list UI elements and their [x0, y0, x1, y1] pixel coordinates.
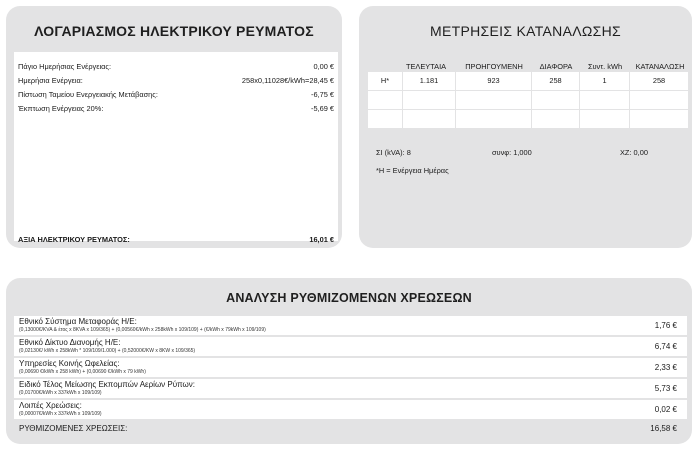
- bill-row: [18, 90, 334, 99]
- charge-name: Εθνικό Δίκτυο Διανομής Η/Ε:: [19, 338, 121, 347]
- bill-total: [18, 235, 334, 244]
- bill-row-label: Έκπτωση Ενέργειας 20%:: [18, 104, 104, 113]
- meter-si: ΣΙ (kVA): 8: [376, 148, 411, 157]
- meter-empty-cell: [403, 91, 455, 109]
- bill-row: [18, 62, 334, 71]
- charge-formula: (0,02130€/ kWh x 258kWh * 109/109/1.000) + (0,52000€/KW x 8KW x 109/365): [19, 348, 196, 354]
- charge-amount: 2,33 €: [654, 363, 677, 372]
- charge-name: Λοιπές Χρεώσεις:: [19, 401, 82, 410]
- bill-total-label: ΑΞΙΑ ΗΛΕΚΤΡΙΚΟΥ ΡΕΥΜΑΤΟΣ:: [18, 235, 130, 244]
- meter-empty-cell: [368, 91, 402, 109]
- meter-empty-cell: [532, 91, 579, 109]
- charge-row: [14, 379, 687, 398]
- charge-formula: (0,13000€/KVA & έτος x 8KVA x 109/365) + (0,00560€/kWh x 258kWh x 109/109) + (€/kWh x 79kWh x 109/109): [19, 327, 266, 333]
- meter-empty-cell: [456, 110, 531, 128]
- charges-total: [14, 422, 687, 438]
- meter-empty-cell: [456, 91, 531, 109]
- charge-row: [14, 337, 687, 356]
- charges-total-value: 16,58 €: [650, 424, 677, 433]
- bill-title: ΛΟΓΑΡΙΑΣΜΟΣ ΗΛΕΚΤΡΙΚΟΥ ΡΕΥΜΑΤΟΣ: [34, 23, 314, 39]
- charge-formula: (0,00690 €/kWh x 258 kWh) + (0,00690 €/kWh x 79 kWh): [19, 369, 146, 375]
- bill-row: [18, 76, 334, 85]
- charge-amount: 0,02 €: [654, 405, 677, 414]
- charge-name: Ειδικό Τέλος Μείωσης Εκπομπών Αερίων Ρύπων:: [19, 380, 195, 389]
- charge-formula: (0,00007€/kWh x 337kWh x 109/109): [19, 411, 102, 417]
- bill-row-label: Πίστωση Ταμείου Ενεργειακής Μετάβασης:: [18, 90, 158, 99]
- meter-empty-cell: [630, 110, 688, 128]
- charge-row: [14, 358, 687, 377]
- meter-header: ΔΙΑΦΟΡΑ: [539, 62, 573, 71]
- bill-row-value: 258x0,11028€/kWh=28,45 €: [241, 76, 334, 85]
- meter-last: 1.181: [403, 72, 455, 90]
- meter-coef: 1: [580, 72, 629, 90]
- bill-row-label: Ημερήσια Ενέργεια:: [18, 76, 83, 85]
- bill-row-label: Πάγιο Ημερήσιας Ενέργειας:: [18, 62, 112, 71]
- meter-xz: ΧΖ: 0,00: [620, 148, 648, 157]
- charge-row: [14, 400, 687, 419]
- bill-row-value: -6,75 €: [310, 90, 334, 99]
- meter-header: ΠΡΟΗΓΟΥΜΕΝΗ: [465, 62, 523, 71]
- meter-empty-cell: [580, 91, 629, 109]
- charge-name: Υπηρεσίες Κοινής Ωφελείας:: [19, 359, 120, 368]
- meter-cos: συνφ: 1,000: [492, 148, 532, 157]
- meter-row-label: Η*: [368, 72, 402, 90]
- bill-row-value: -5,69 €: [310, 104, 334, 113]
- charge-name: Εθνικό Σύστημα Μεταφοράς Η/Ε:: [19, 317, 137, 326]
- charge-amount: 1,76 €: [654, 321, 677, 330]
- charge-amount: 5,73 €: [654, 384, 677, 393]
- bill-details: [14, 52, 338, 244]
- meter-empty-cell: [532, 110, 579, 128]
- charges-panel: [6, 278, 692, 444]
- charges-total-label: ΡΥΘΜΙΖΟΜΕΝΕΣ ΧΡΕΩΣΕΙΣ:: [19, 424, 128, 433]
- meter-empty-cell: [368, 110, 402, 128]
- meter-title: ΜΕΤΡΗΣΕΙΣ ΚΑΤΑΝΑΛΩΣΗΣ: [430, 23, 621, 39]
- meter-empty-cell: [403, 110, 455, 128]
- meter-empty-cell: [630, 91, 688, 109]
- charge-amount: 6,74 €: [654, 342, 677, 351]
- meter-header: Συντ. kWh: [587, 62, 623, 71]
- bill-panel: [6, 6, 342, 248]
- charge-row: [14, 316, 687, 335]
- bill-total-value: 16,01 €: [309, 235, 334, 244]
- bill-row-value: 0,00 €: [313, 62, 334, 71]
- meter-panel: [359, 6, 692, 248]
- meter-consumption: 258: [630, 72, 688, 90]
- meter-header: ΚΑΤΑΝΑΛΩΣΗ: [635, 62, 685, 71]
- meter-empty-cell: [580, 110, 629, 128]
- meter-previous: 923: [456, 72, 531, 90]
- charge-formula: (0,01700€/kWh x 337kWh x 109/109): [19, 390, 102, 396]
- charges-title: ΑΝΑΛΥΣΗ ΡΥΘΜΙΖΟΜΕΝΩΝ ΧΡΕΩΣΕΩΝ: [226, 291, 472, 305]
- meter-difference: 258: [532, 72, 579, 90]
- bill-row: [18, 104, 334, 113]
- meter-header: ΤΕΛΕΥΤΑΙΑ: [405, 62, 447, 71]
- meter-note: *Η = Ενέργεια Ημέρας: [376, 166, 449, 175]
